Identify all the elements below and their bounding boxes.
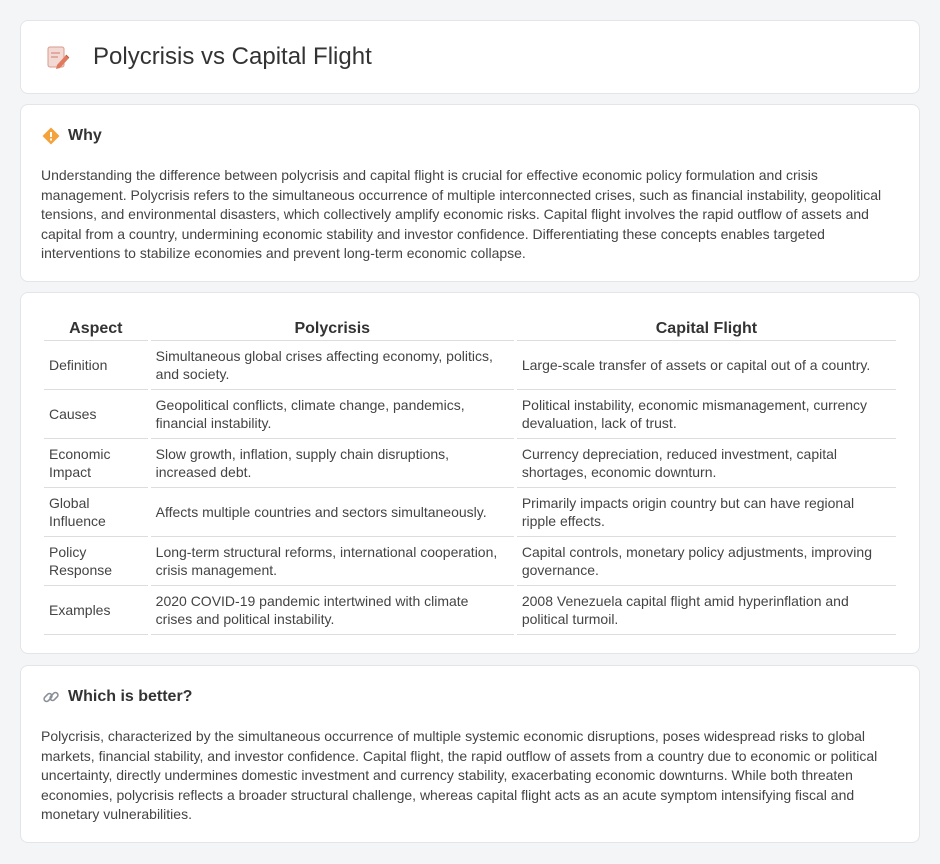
aspect-cell: Definition [44,341,148,390]
which-is-better-text: Polycrisis, characterized by the simultaneous occurrence of multiple systemic economic disruptions, poses widespread risks to global markets, financial stability, and investor confidence. Capital flight, the rapid outflow of assets from a country due to economic or political uncertainty, directly undermines domestic investment and currency stability, exacerbating economic downturns. While both threaten economies, polycrisis reflects a broader structural challenge, whereas capital flight acts as an acute symptom intensifying fiscal and monetary vulnerabilities. [41,728,878,822]
table-row [44,537,896,586]
table-header-row [44,313,896,341]
aspect-cell: Causes [44,390,148,439]
column-header-aspect: Aspect [44,313,148,341]
polycrisis-cell: Geopolitical conflicts, climate change, pandemics, financial instability. [151,390,514,439]
polycrisis-cell: Long-term structural reforms, international cooperation, crisis management. [151,537,514,586]
table-row [44,439,896,488]
aspect-cell: Examples [44,586,148,635]
polycrisis-cell: Simultaneous global crises affecting economy, politics, and society. [151,341,514,390]
polycrisis-cell: Slow growth, inflation, supply chain disruptions, increased debt. [151,439,514,488]
capital-flight-cell: Political instability, economic mismanagement, currency devaluation, lack of trust. [517,390,896,439]
diamond-warning-icon [42,127,60,145]
capital-flight-cell: Primarily impacts origin country but can have regional ripple effects. [517,488,896,537]
capital-flight-cell: 2008 Venezuela capital flight amid hyperinflation and political turmoil. [517,586,896,635]
aspect-cell: Economic Impact [44,439,148,488]
table-row [44,341,896,390]
page-title: Polycrisis vs Capital Flight [93,43,372,70]
column-header-capital-flight: Capital Flight [517,313,896,341]
table-row [44,488,896,537]
table-row [44,390,896,439]
capital-flight-cell: Currency depreciation, reduced investment, capital shortages, economic downturn. [517,439,896,488]
why-section [20,104,920,282]
document-edit-icon [45,44,71,70]
capital-flight-cell: Large-scale transfer of assets or capital out of a country. [517,341,896,390]
aspect-cell: Global Influence [44,488,148,537]
which-is-better-title: Which is better? [68,688,193,705]
polycrisis-cell: 2020 COVID-19 pandemic intertwined with climate crises and political instability. [151,586,514,635]
aspect-cell: Policy Response [44,537,148,586]
capital-flight-cell: Capital controls, monetary policy adjustments, improving governance. [517,537,896,586]
comparison-table [41,313,899,635]
polycrisis-cell: Affects multiple countries and sectors simultaneously. [151,488,514,537]
link-icon [42,688,60,706]
title-card [20,20,920,94]
table-row [44,586,896,635]
why-title: Why [68,127,102,144]
which-is-better-section [20,665,920,843]
column-header-polycrisis: Polycrisis [151,313,514,341]
why-text: Understanding the difference between polycrisis and capital flight is crucial for effective economic policy formulation and crisis management. Polycrisis refers to the simultaneous occurrence of multiple interconnected crises, such as financial instability, geopolitical tensions, and environmental disasters, which collectively amplify economic risks. Capital flight involves the rapid outflow of assets and capital from a country, undermining economic stability and investor confidence. Differentiating these concepts enables targeted interventions to stabilize economies and prevent long-term economic collapse. [41,167,882,261]
comparison-section [20,292,920,654]
